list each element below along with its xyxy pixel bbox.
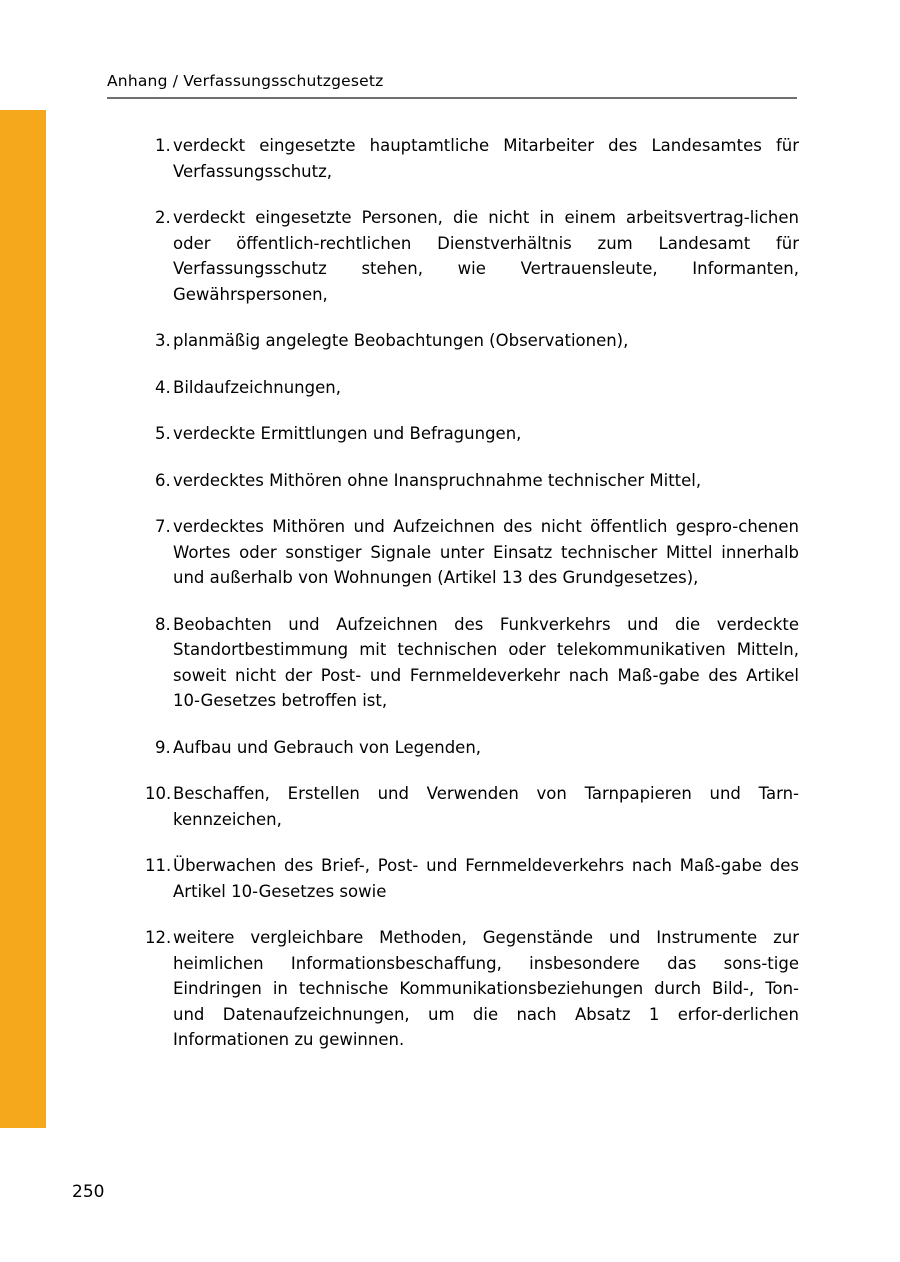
list-item-text: Aufbau und Gebrauch von Legenden, [173,737,482,757]
list-item-number: 1. [155,136,171,155]
list-item-number: 12. [145,928,172,947]
list-item [107,133,799,184]
list-item [107,781,799,832]
list-item-text: verdeckt eingesetzte hauptamtliche Mitarbeiter des Landesamtes für Verfassungsschutz, [173,136,799,181]
list-item-text: verdecktes Mithören ohne Inanspruchnahme technischer Mittel, [173,470,702,490]
page-number: 250 [72,1182,105,1202]
list-item [107,205,799,307]
list-item [107,375,799,401]
running-title: Anhang / Verfassungsschutzgesetz [107,72,384,90]
list-item [107,328,799,354]
list-item-text: verdeckte Ermittlungen und Befragungen, [173,424,522,443]
list-item [107,468,799,494]
page-header [107,72,797,99]
list-item-number: 11. [145,856,172,875]
list-item-text: Beschaffen, Erstellen und Verwenden von Tarnpapieren und Tarn-kennzeichen, [173,784,799,829]
list-item [107,514,799,591]
list-item-number: 9. [155,737,171,757]
list-item-number: 5. [155,424,171,443]
list-item-text: verdeckt eingesetzte Personen, die nicht in einem arbeitsvertrag-lichen oder öffentlich-rechtlichen Dienstverhältnis zum Landesamt für Verfassungsschutz stehen, wie Vertrauensleute, Informanten, Gewährspersonen, [173,208,799,304]
list-item-number: 7. [155,517,171,536]
list-item-text: Beobachten und Aufzeichnen des Funkverkehrs und die verdeckte Standortbestimmung mit technischen oder telekommunikativen Mitteln, soweit nicht der Post- und Fernmeldeverkehr nach Maß-gabe des Artikel 10-Gesetzes betroffen ist, [173,614,799,710]
list-item-number: 8. [155,614,171,634]
list-item-number: 10. [145,784,172,803]
list-item-text: Überwachen des Brief-, Post- und Fernmeldeverkehrs nach Maß-gabe des Artikel 10-Gesetzes sowie [173,856,799,901]
list-item [107,612,799,714]
page-edge-marker [0,110,46,1128]
list-item [107,853,799,904]
list-item-number: 3. [155,331,171,350]
list-item [107,421,799,447]
list-item-number: 2. [155,208,171,227]
list-item-number: 6. [155,470,171,490]
numbered-list [107,133,799,1074]
list-item-text: weitere vergleichbare Methoden, Gegenstände und Instrumente zur heimlichen Informationsbeschaffung, insbesondere das sons-tige Eindringen in technische Kommunikationsbeziehungen durch Bild-, Ton- und Datenaufzeichnungen, um die nach Absatz 1 erfor-derlichen Informationen zu gewinnen. [173,928,799,1049]
list-item-text: planmäßig angelegte Beobachtungen (Observationen), [173,331,629,350]
header-divider [107,97,797,99]
list-item-text: Bildaufzeichnungen, [173,377,341,397]
list-item [107,925,799,1053]
list-item [107,735,799,761]
list-item-text: verdecktes Mithören und Aufzeichnen des nicht öffentlich gespro-chenen Wortes oder sonstiger Signale unter Einsatz technischer Mittel innerhalb und außerhalb von Wohnungen (Artikel 13 des Grundgesetzes), [173,517,799,587]
list-item-number: 4. [155,377,171,397]
